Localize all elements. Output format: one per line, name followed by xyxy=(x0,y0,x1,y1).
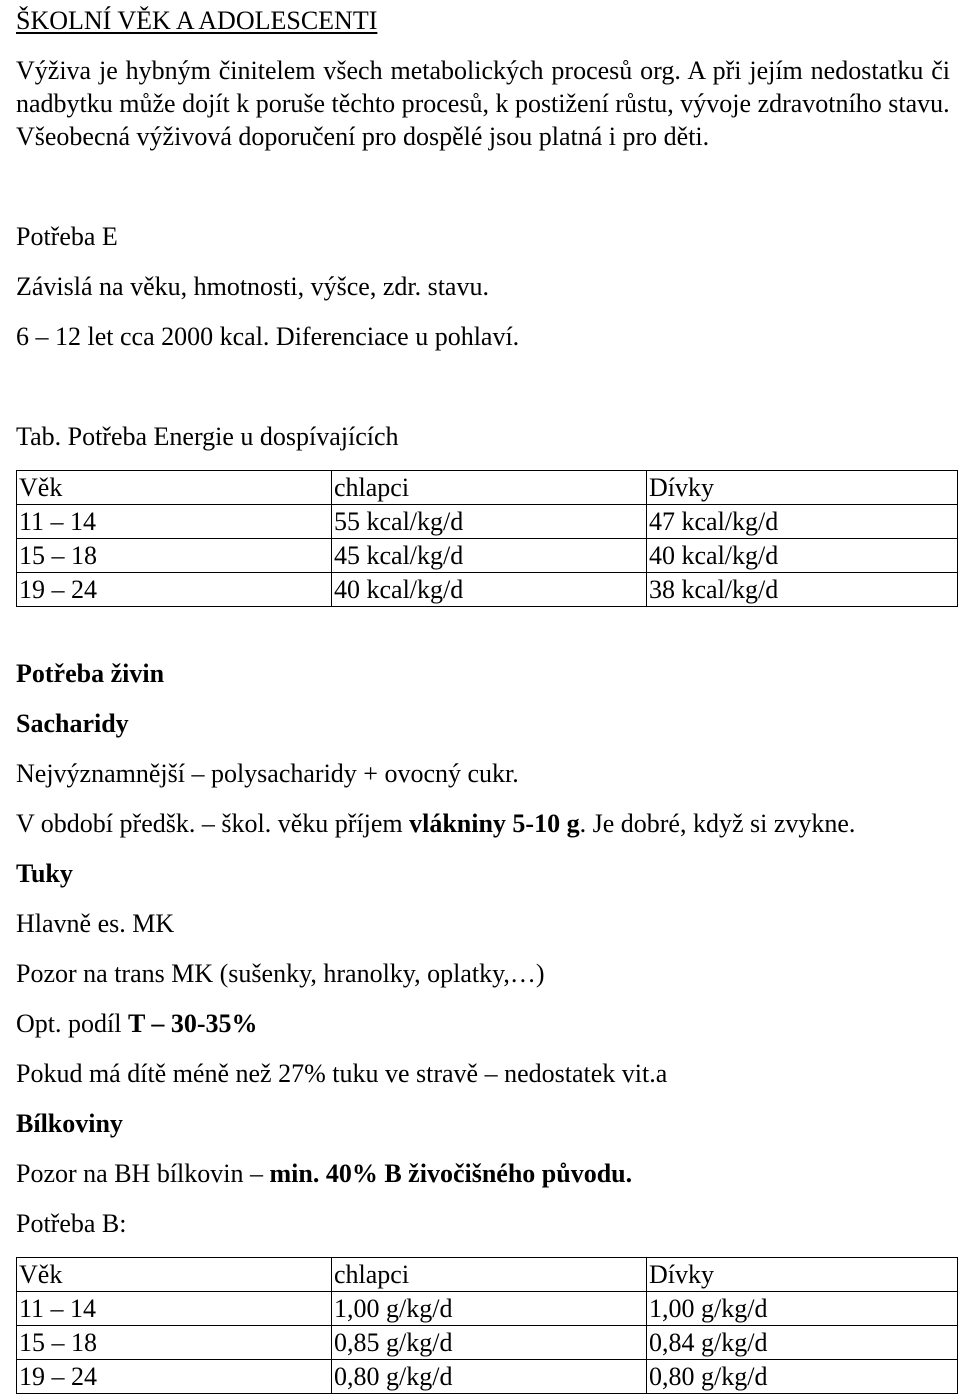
table-cell: 55 kcal/kg/d xyxy=(332,505,647,539)
proteins-heading: Bílkoviny xyxy=(16,1109,123,1138)
fats-line: Pokud má dítě méně než 27% tuku ve stravě – nedostatek vit.a xyxy=(16,1059,668,1088)
energy-table-caption: Tab. Potřeba Energie u dospívajících xyxy=(16,422,399,451)
table-cell: 47 kcal/kg/d xyxy=(647,505,958,539)
fats-line xyxy=(16,1007,257,1040)
table-cell: 15 – 18 xyxy=(17,539,332,573)
table-header-row xyxy=(17,1258,958,1292)
table-cell: 15 – 18 xyxy=(17,1326,332,1360)
page-title: ŠKOLNÍ VĚK A ADOLESCENTI xyxy=(16,6,378,35)
fats-line: Hlavně es. MK xyxy=(16,909,175,938)
fats-heading: Tuky xyxy=(16,859,73,888)
table-cell: 45 kcal/kg/d xyxy=(332,539,647,573)
table-cell: 1,00 g/kg/d xyxy=(647,1292,958,1326)
fats-emphasis: T – 30-35% xyxy=(127,1009,258,1038)
proteins-table-caption: Potřeba B: xyxy=(16,1209,127,1238)
table-header-cell: chlapci xyxy=(332,471,647,505)
table-header-cell: Věk xyxy=(17,471,332,505)
table-cell: 38 kcal/kg/d xyxy=(647,573,958,607)
table-cell: 40 kcal/kg/d xyxy=(647,539,958,573)
carbs-text: V období předšk. – škol. věku příjem xyxy=(16,809,410,838)
table-header-cell: Věk xyxy=(17,1258,332,1292)
table-cell: 19 – 24 xyxy=(17,1360,332,1394)
table-row xyxy=(17,539,958,573)
table-row xyxy=(17,573,958,607)
proteins-table xyxy=(16,1257,958,1394)
table-row xyxy=(17,1292,958,1326)
energy-heading: Potřeba E xyxy=(16,222,118,251)
nutrients-heading: Potřeba živin xyxy=(16,659,165,688)
table-cell: 19 – 24 xyxy=(17,573,332,607)
carbs-line: Nejvýznamnější – polysacharidy + ovocný cukr. xyxy=(16,759,519,788)
table-header-cell: chlapci xyxy=(332,1258,647,1292)
carbs-line xyxy=(16,807,855,840)
table-cell: 0,84 g/kg/d xyxy=(647,1326,958,1360)
proteins-text: Pozor na BH bílkovin – xyxy=(16,1159,270,1188)
intro-paragraph: Výživa je hybným činitelem všech metabolických procesů org. A při jejím nedostatku či nadbytku může dojít k poruše těchto procesů, k postižení růstu, vývoje zdravotního stavu. xyxy=(16,56,950,118)
intro-section xyxy=(16,54,950,153)
table-header-cell: Dívky xyxy=(647,471,958,505)
fats-line: Pozor na trans MK (sušenky, hranolky, oplatky,…) xyxy=(16,959,545,988)
table-row xyxy=(17,1360,958,1394)
table-cell: 11 – 14 xyxy=(17,1292,332,1326)
table-row xyxy=(17,505,958,539)
table-header-cell: Dívky xyxy=(647,1258,958,1292)
fats-text: Opt. podíl xyxy=(16,1009,128,1038)
carbs-text: . Je dobré, když si zvykne. xyxy=(579,809,856,838)
energy-line: Závislá na věku, hmotnosti, výšce, zdr. stavu. xyxy=(16,272,489,301)
table-cell: 0,80 g/kg/d xyxy=(647,1360,958,1394)
carbs-heading: Sacharidy xyxy=(16,709,129,738)
table-cell: 0,80 g/kg/d xyxy=(332,1360,647,1394)
intro-paragraph: Všeobecná výživová doporučení pro dospělé jsou platná i pro děti. xyxy=(16,122,710,151)
table-cell: 1,00 g/kg/d xyxy=(332,1292,647,1326)
table-cell: 40 kcal/kg/d xyxy=(332,573,647,607)
proteins-emphasis: min. 40% B živočišného původu. xyxy=(269,1159,633,1188)
table-cell: 0,85 g/kg/d xyxy=(332,1326,647,1360)
table-cell: 11 – 14 xyxy=(17,505,332,539)
table-header-row xyxy=(17,471,958,505)
energy-line: 6 – 12 let cca 2000 kcal. Diferenciace u pohlaví. xyxy=(16,322,520,351)
carbs-emphasis: vlákniny 5-10 g xyxy=(409,809,580,838)
proteins-line xyxy=(16,1157,632,1190)
table-row xyxy=(17,1326,958,1360)
energy-table xyxy=(16,470,958,607)
